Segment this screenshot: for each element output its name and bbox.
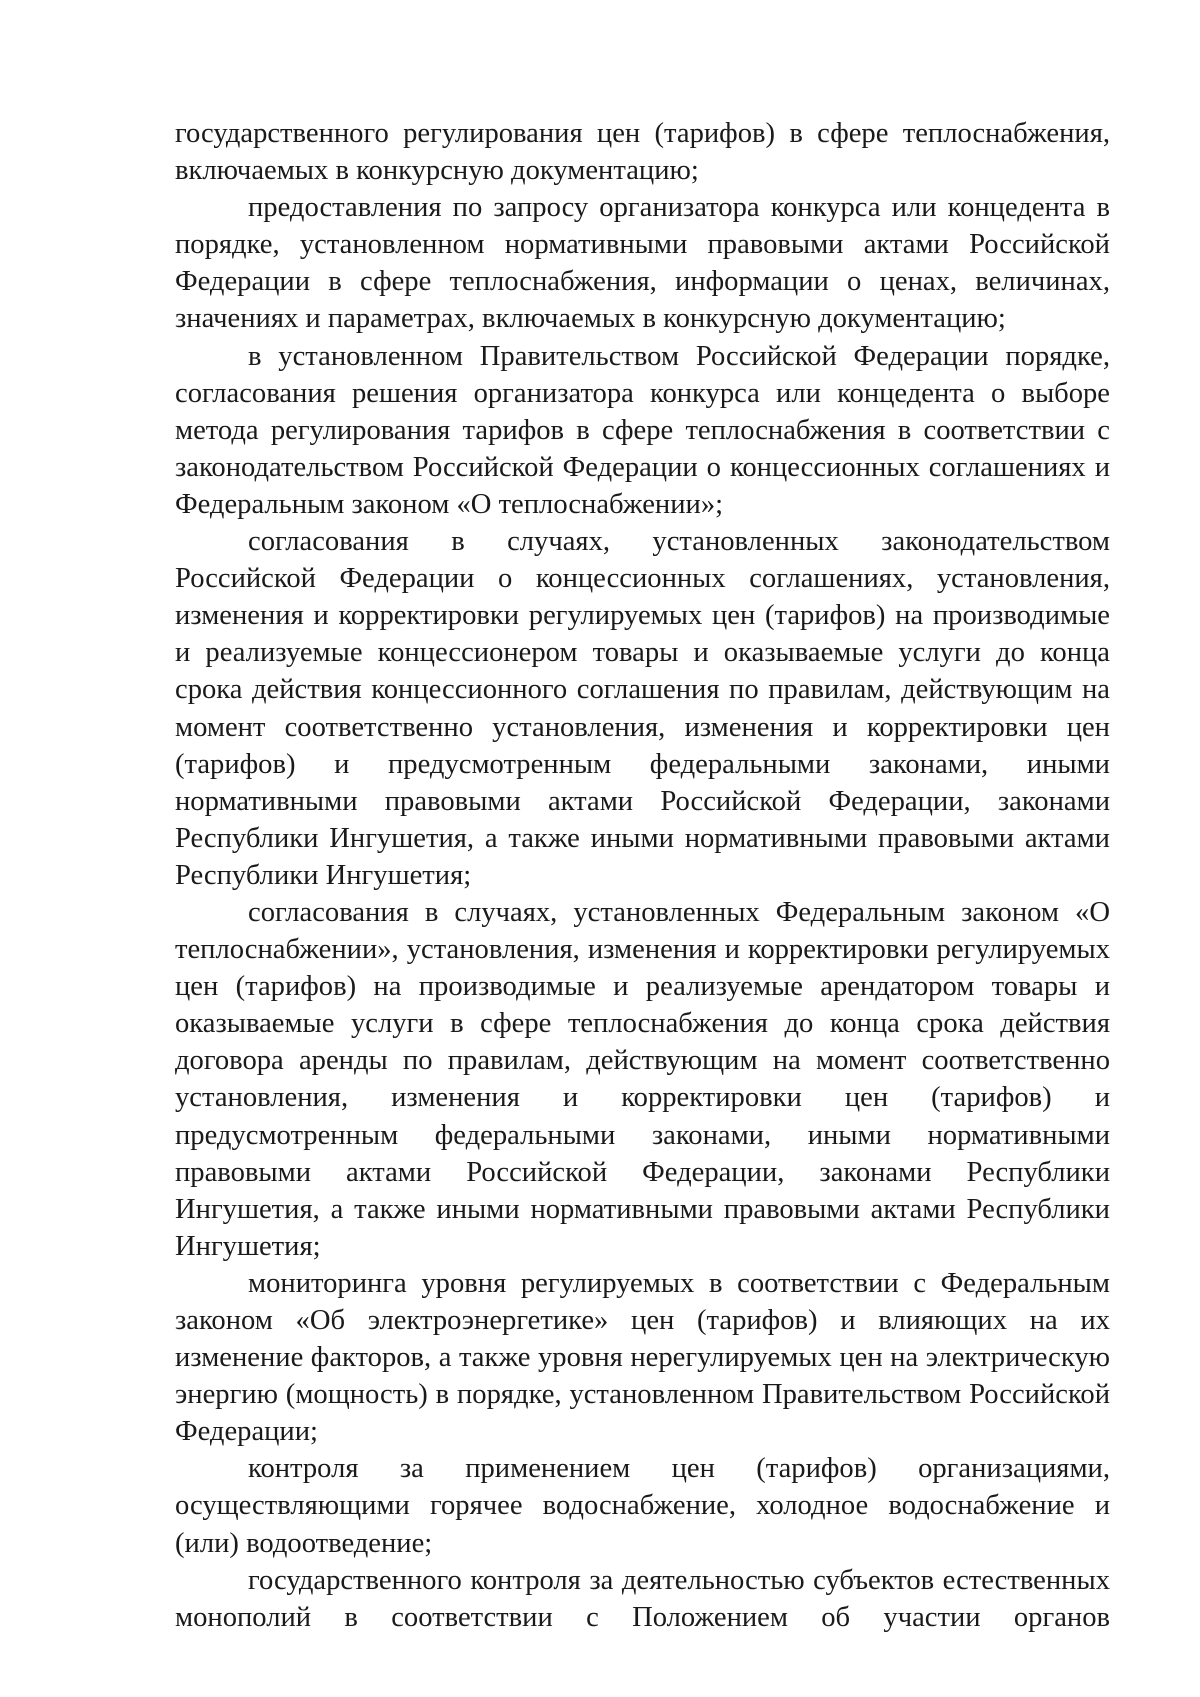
document-page [175,115,1110,1636]
paragraph-lease-tariff-approval: согласования в случаях, установленных Федеральным законом «О теплоснабжении», установления, изменения и корректировки регулируемых цен (тарифов) на производимые и реализуемые арендатором товары и оказываемые услуги в сфере теплоснабжения до конца срока действия договора аренды по правилам, действующим на момент соответственно установления, изменения и корректировки цен (тарифов) и предусмотренным федеральными законами, иными нормативными правовыми актами Российской Федерации, законами Республики Ингушетия, а также иными нормативными правовыми актами Республики Ингушетия; [175,896,1110,1262]
paragraph-electricity-price-monitoring: мониторинга уровня регулируемых в соответствии с Федеральным законом «Об электроэнергетике» цен (тарифов) и влияющих на их изменение факторов, а также уровня нерегулируемых цен на электрическую энергию (мощность) в порядке, установленном Правительством Российской Федерации; [175,1267,1110,1448]
paragraph-information-provision: предоставления по запросу организатора конкурса или концедента в порядке, установленном нормативными правовыми актами Российской Федерации в сфере теплоснабжения, информации о ценах, величинах, значениях и параметрах, включаемых в конкурсную документацию; [175,192,1110,335]
paragraph-concession-tariff-approval: согласования в случаях, установленных законодательством Российской Федерации о концессионных соглашениях, установления, изменения и корректировки регулируемых цен (тарифов) на производимые и реализуемые концессионером товары и оказываемые услуги до конца срока действия концессионного соглашения по правилам, действующим на момент соответственно установления, изменения и корректировки цен (тарифов) и предусмотренным федеральными законами, иными нормативными правовыми актами Российской Федерации, законами Республики Ингушетия, а также иными нормативными правовыми актами Республики Ингушетия; [175,526,1110,891]
paragraph-regulation-method-approval: в установленном Правительством Российской Федерации порядке, согласования решения организатора конкурса или концедента о выборе метода регулирования тарифов в сфере теплоснабжения в соответствии с законодательством Российской Федерации о концессионных соглашениях и Федеральным законом «О теплоснабжении»; [175,340,1110,520]
paragraph-natural-monopoly-control: государственного контроля за деятельностью субъектов естественных монополий в соответствии с Положением об участии органов [175,1564,1110,1633]
paragraph-water-tariff-control: контроля за применением цен (тарифов) организациями, осуществляющими горячее водоснабжение, холодное водоснабжение и (или) водоотведение; [175,1453,1110,1559]
paragraph-pricing-regulation-continuation: государственного регулирования цен (тарифов) в сфере теплоснабжения, включаемых в конкурсную документацию; [175,118,1110,187]
